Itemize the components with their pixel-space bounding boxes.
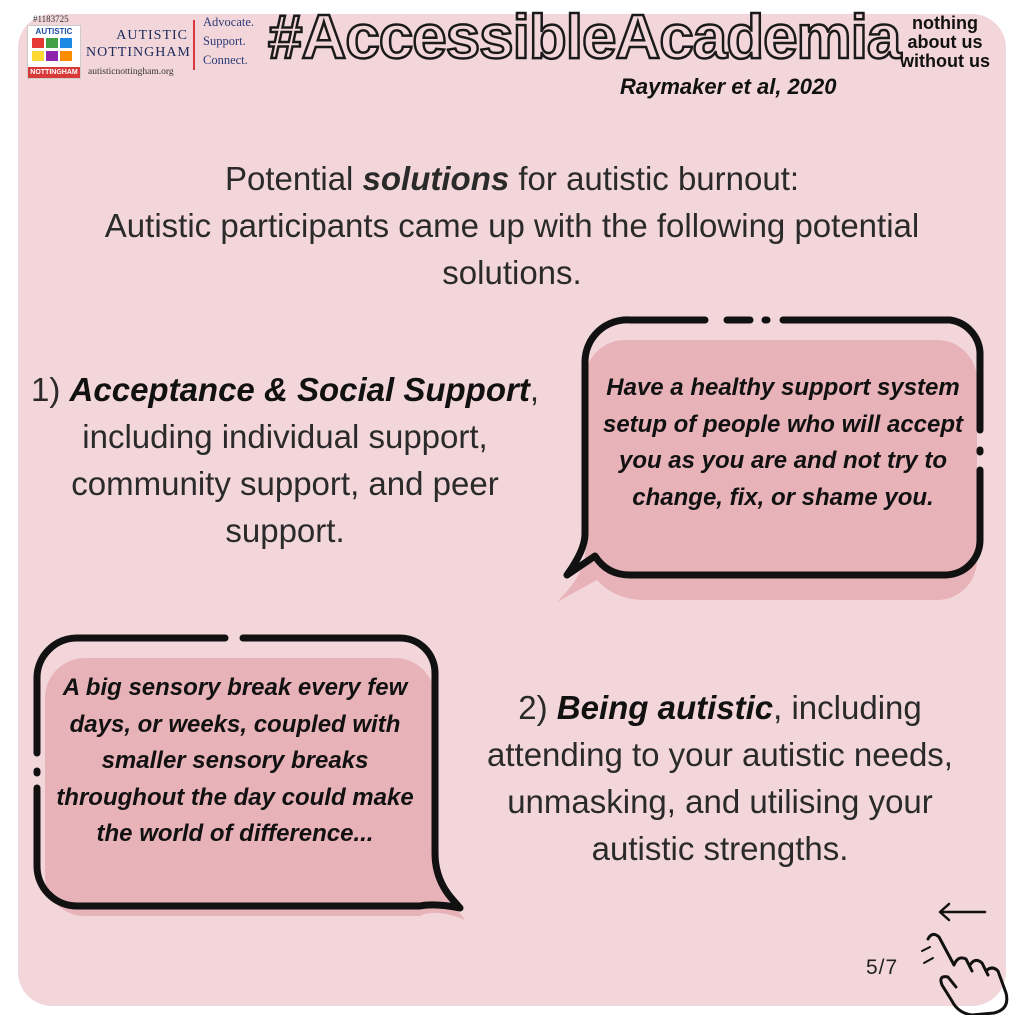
quote-1: Have a healthy support system setup of people who will accept you as you are and not try to change, fix, or shame you. — [602, 374, 964, 511]
motto-line1: nothing — [912, 13, 978, 33]
org-name-line1: AUTISTIC — [116, 28, 188, 43]
point-2 — [460, 684, 980, 872]
logo-bottom-text: NOTTINGHAM — [28, 67, 80, 78]
divider — [193, 20, 195, 70]
citation: Raymaker et al, 2020 — [620, 74, 837, 99]
page-indicator: 5/7 — [866, 956, 899, 979]
autistic-nottingham-logo — [27, 25, 81, 79]
point-2-text: , including attending to your autistic needs, unmasking, and utilising your autistic strengths. — [487, 689, 953, 867]
intro-prefix: Potential — [224, 160, 363, 197]
motto-line2: about us — [907, 32, 983, 52]
quote-2: A big sensory break every few days, or weeks, coupled with smaller sensory breaks throughout the day could make the world of difference... — [56, 674, 414, 847]
tagline-advocate: Advocate. — [203, 15, 255, 29]
motto — [890, 14, 1000, 71]
point-2-number: 2) — [518, 689, 557, 726]
logo-top-text: AUTISTIC — [35, 27, 73, 36]
motto-line3: without us — [900, 51, 990, 71]
charity-number: #1183725 — [33, 14, 69, 24]
org-name-line2: NOTTINGHAM — [86, 45, 191, 60]
intro-text — [40, 155, 984, 296]
tagline-connect: Connect. — [203, 53, 248, 67]
pointing-hand-icon[interactable] — [918, 925, 1013, 1015]
intro-suffix: for autistic burnout: — [509, 160, 800, 197]
point-1-text: , including individual support, community support, and peer support. — [71, 371, 539, 549]
arrow-left-icon[interactable] — [935, 900, 990, 925]
hashtag-title: #AccessibleAcademia — [268, 3, 901, 72]
intro-line2: Autistic participants came up with the following potential solutions. — [104, 207, 920, 291]
tagline-support: Support. — [203, 34, 246, 48]
point-1-title: Acceptance & Social Support — [69, 371, 530, 408]
intro-bold-word: solutions — [362, 160, 510, 197]
point-1 — [30, 366, 540, 554]
org-url: autisticnottingham.org — [88, 67, 174, 77]
point-2-title: Being autistic — [556, 689, 774, 726]
org-name — [86, 27, 191, 61]
point-1-number: 1) — [31, 371, 70, 408]
